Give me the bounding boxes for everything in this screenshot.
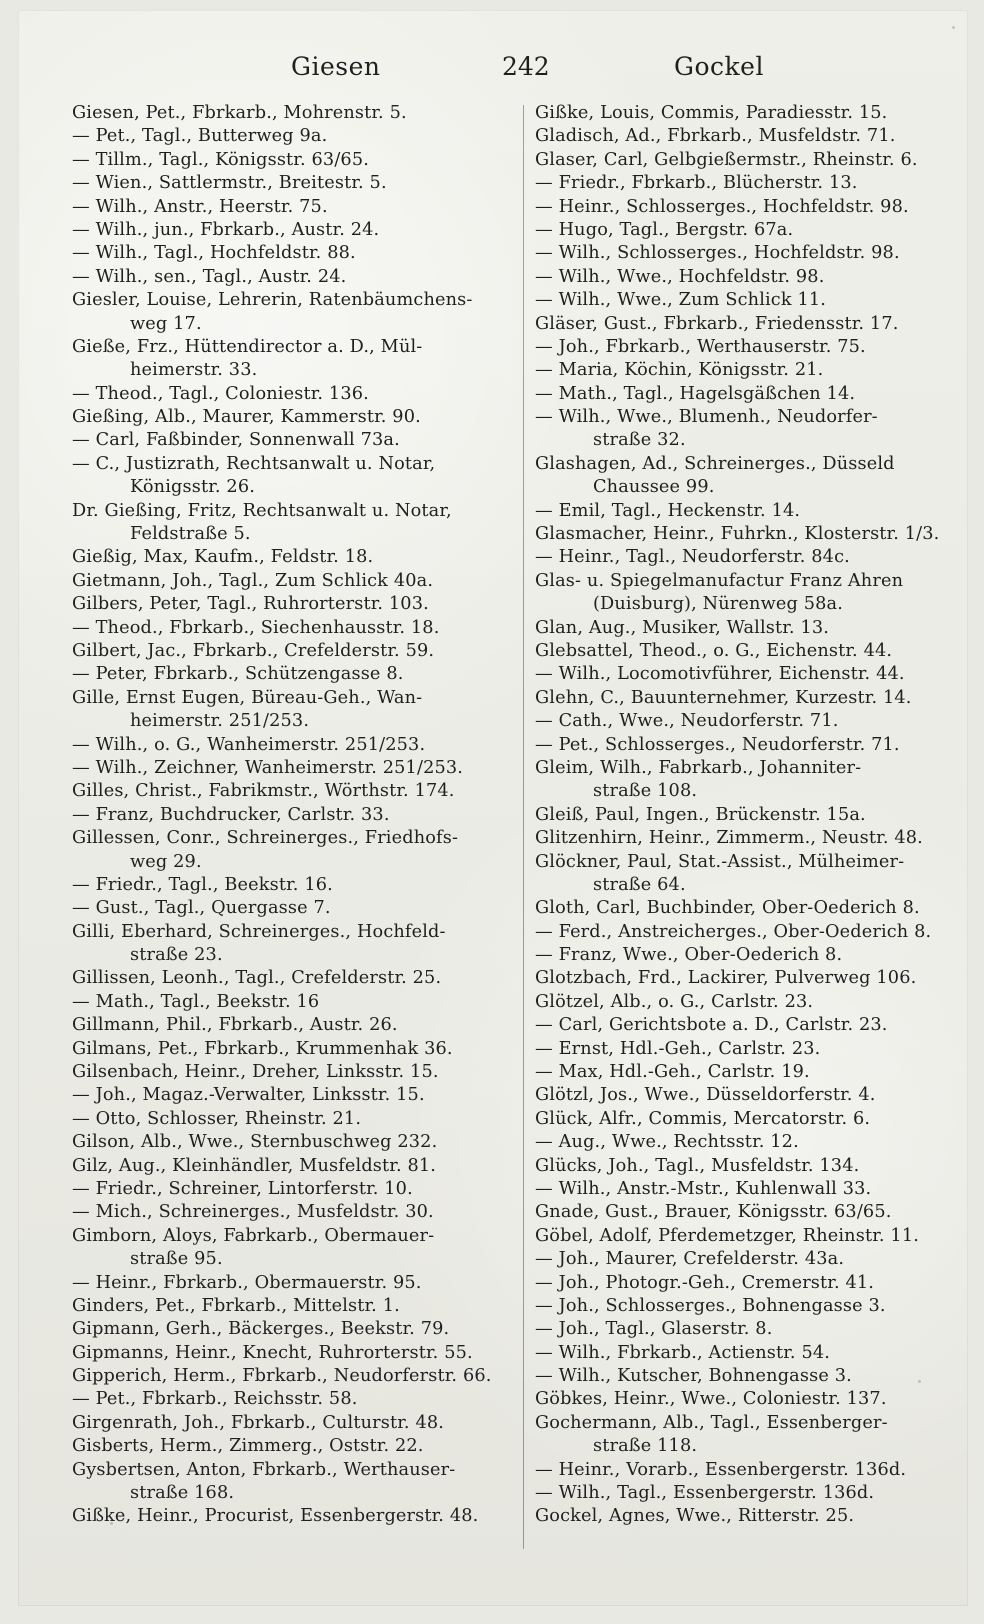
directory-entry-line: — Theod., Fbrkarb., Siechenhausstr. 18.	[72, 617, 440, 638]
directory-entry-line: Gleiß, Paul, Ingen., Brückenstr. 15a.	[535, 804, 866, 825]
directory-entry-line: Gilles, Christ., Fabrikmstr., Wörthstr. 174.	[72, 781, 455, 802]
directory-entry-line: — Joh., Magaz.-Verwalter, Linksstr. 15.	[72, 1085, 425, 1106]
directory-entry-line: Gietmann, Joh., Tagl., Zum Schlick 40a.	[72, 570, 434, 591]
directory-entry-line: heimerstr. 251/253.	[130, 711, 310, 732]
directory-entry-line: — Wilh., Wwe., Zum Schlick 11.	[535, 290, 827, 311]
directory-entry-line: — Pet., Tagl., Butterweg 9a.	[72, 126, 328, 147]
directory-entry-line: straße 95.	[130, 1249, 223, 1270]
directory-entry-line: — Heinr., Fbrkarb., Obermauerstr. 95.	[72, 1272, 422, 1293]
directory-entry-line: — Gust., Tagl., Quergasse 7.	[72, 898, 331, 919]
directory-entry-line: straße 108.	[593, 781, 698, 802]
directory-entry-line: Glöckner, Paul, Stat.-Assist., Mülheimer-	[535, 851, 905, 872]
directory-entry-line: Gißke, Heinr., Procurist, Essenbergerstr. 48.	[72, 1506, 479, 1527]
directory-entry-line: — Friedr., Fbrkarb., Blücherstr. 13.	[535, 173, 858, 194]
scan-speck	[918, 1380, 921, 1383]
left-directory-column	[72, 102, 494, 1529]
directory-entry-line: — Joh., Schlosserges., Bohnengasse 3.	[535, 1295, 886, 1316]
directory-entry-line: straße 168.	[130, 1483, 235, 1504]
directory-entry-line: — Heinr., Vorarb., Essenbergerstr. 136d.	[535, 1459, 907, 1480]
directory-entry-line: heimerstr. 33.	[130, 360, 258, 381]
directory-entry-line: Feldstraße 5.	[130, 524, 251, 545]
directory-entry-line: Glashagen, Ad., Schreinerges., Düsseld	[535, 453, 895, 474]
directory-entry-line: — Wilh., Tagl., Essenbergerstr. 136d.	[535, 1483, 875, 1504]
directory-entry-line: weg 29.	[130, 851, 202, 872]
directory-entry-line: Gieße, Frz., Hüttendirector a. D., Mül-	[72, 336, 423, 357]
directory-entry-line: — Wilh., Anstr.-Mstr., Kuhlenwall 33.	[535, 1178, 872, 1199]
directory-entry-line: Gießing, Alb., Maurer, Kammerstr. 90.	[72, 407, 421, 428]
directory-entry-line: — Wien., Sattlermstr., Breitestr. 5.	[72, 173, 387, 194]
directory-entry-line: — Aug., Wwe., Rechtsstr. 12.	[535, 1132, 799, 1153]
directory-entry-line: — Wilh., Anstr., Heerstr. 75.	[72, 196, 328, 217]
directory-entry-line: — Franz, Buchdrucker, Carlstr. 33.	[72, 804, 390, 825]
directory-entry-line: — Joh., Fbrkarb., Werthauserstr. 75.	[535, 336, 866, 357]
directory-entry-line: — Math., Tagl., Hagelsgäßchen 14.	[535, 383, 856, 404]
directory-entry-line: — Pet., Schlosserges., Neudorferstr. 71.	[535, 734, 900, 755]
directory-entry-line: Gißke, Louis, Commis, Paradiesstr. 15.	[535, 103, 888, 123]
directory-entry-line: Glas- u. Spiegelmanufactur Franz Ahren	[535, 570, 904, 591]
directory-entry-line: — Friedr., Schreiner, Lintorferstr. 10.	[72, 1178, 413, 1199]
right-directory-column	[535, 102, 957, 1529]
directory-entry-line: Gisberts, Herm., Zimmerg., Oststr. 22.	[72, 1436, 424, 1457]
directory-entry-line: Gnade, Gust., Brauer, Königsstr. 63/65.	[535, 1202, 892, 1223]
directory-entry-line: Girgenrath, Joh., Fbrkarb., Culturstr. 48.	[72, 1412, 445, 1433]
directory-entry-line: Gläser, Gust., Fbrkarb., Friedensstr. 17.	[535, 313, 899, 334]
column-divider	[523, 105, 524, 1549]
directory-entry-line: Glehn, C., Bauunternehmer, Kurzestr. 14.	[535, 687, 912, 708]
directory-entry-line: — Hugo, Tagl., Bergstr. 67a.	[535, 219, 794, 240]
directory-entry-line: — Heinr., Schlosserges., Hochfeldstr. 98.	[535, 196, 909, 217]
directory-entry-line: — Tillm., Tagl., Königsstr. 63/65.	[72, 149, 370, 170]
directory-entry-line: Ginders, Pet., Fbrkarb., Mittelstr. 1.	[72, 1295, 400, 1316]
directory-entry-line: Glan, Aug., Musiker, Wallstr. 13.	[535, 617, 830, 638]
directory-entry-line: — Wilh., Zeichner, Wanheimerstr. 251/253.	[72, 757, 464, 778]
directory-entry-line: — Wilh., Wwe., Hochfeldstr. 98.	[535, 266, 825, 287]
directory-entry-line: Gilz, Aug., Kleinhändler, Musfeldstr. 81.	[72, 1155, 437, 1176]
directory-entry-line: — Otto, Schlosser, Rheinstr. 21.	[72, 1108, 362, 1129]
directory-entry-line: Glotzbach, Frd., Lackirer, Pulverweg 106.	[535, 968, 917, 989]
directory-entry-line: — Maria, Köchin, Königsstr. 21.	[535, 360, 824, 381]
directory-entry-line: Gloth, Carl, Buchbinder, Ober-Oederich 8.	[535, 898, 920, 919]
header-right-keyword: Gockel	[674, 52, 764, 81]
directory-entry-line: Gleim, Wilh., Fabrkarb., Johanniter-	[535, 757, 862, 778]
directory-entry-line: — Wilh., o. G., Wanheimerstr. 251/253.	[72, 734, 426, 755]
directory-entry-line: — Theod., Tagl., Coloniestr. 136.	[72, 383, 369, 404]
directory-entry-line: Gillessen, Conr., Schreinerges., Friedhofs-	[72, 828, 459, 849]
directory-entry-line: Gillmann, Phil., Fbrkarb., Austr. 26.	[72, 1015, 398, 1036]
directory-entry-line: Glötzl, Jos., Wwe., Düsseldorferstr. 4.	[535, 1085, 876, 1106]
directory-entry-line: weg 17.	[130, 313, 202, 334]
directory-entry-line: — Cath., Wwe., Neudorferstr. 71.	[535, 711, 839, 732]
directory-entry-line: — Mich., Schreinerges., Musfeldstr. 30.	[72, 1202, 434, 1223]
directory-entry-line: — Wilh., Locomotivführer, Eichenstr. 44.	[535, 664, 905, 685]
directory-entry-line: Giesler, Louise, Lehrerin, Ratenbäumchens-	[72, 290, 473, 311]
directory-entry-line: Gochermann, Alb., Tagl., Essenberger-	[535, 1412, 888, 1433]
directory-entry-line: Gillissen, Leonh., Tagl., Crefelderstr. 25.	[72, 968, 442, 989]
directory-entry-line: Glasmacher, Heinr., Fuhrkn., Klosterstr. 1/3.	[535, 524, 940, 545]
directory-entry-line: — Pet., Fbrkarb., Reichsstr. 58.	[72, 1389, 358, 1410]
directory-entry-line: Gladisch, Ad., Fbrkarb., Musfeldstr. 71.	[535, 126, 896, 147]
directory-entry-line: Glück, Alfr., Commis, Mercatorstr. 6.	[535, 1108, 871, 1129]
directory-entry-line: — Wilh., Fbrkarb., Actienstr. 54.	[535, 1342, 831, 1363]
directory-entry-line: — Franz, Wwe., Ober-Oederich 8.	[535, 945, 843, 966]
directory-entry-line: Gilmans, Pet., Fbrkarb., Krummenhak 36.	[72, 1038, 453, 1059]
page-header	[73, 44, 943, 80]
directory-entry-line: — Max, Hdl.-Geh., Carlstr. 19.	[535, 1062, 810, 1083]
directory-entry-line: — Heinr., Tagl., Neudorferstr. 84c.	[535, 547, 850, 568]
directory-entry-line: — Wilh., jun., Fbrkarb., Austr. 24.	[72, 219, 380, 240]
directory-entry-line: — Ferd., Anstreicherges., Ober-Oederich 8.	[535, 921, 932, 942]
directory-entry-line: Gipmanns, Heinr., Knecht, Ruhrorterstr. 55.	[72, 1342, 473, 1363]
directory-page	[18, 10, 968, 1606]
directory-entry-line: Gilson, Alb., Wwe., Sternbuschweg 232.	[72, 1132, 438, 1153]
directory-entry-line: — Wilh., sen., Tagl., Austr. 24.	[72, 266, 347, 287]
directory-entry-line: Gilsenbach, Heinr., Dreher, Linksstr. 15.	[72, 1062, 439, 1083]
directory-entry-line: Gilli, Eberhard, Schreinerges., Hochfeld-	[72, 921, 446, 942]
directory-entry-line: — Carl, Gerichtsbote a. D., Carlstr. 23.	[535, 1015, 888, 1036]
directory-entry-line: straße 64.	[593, 874, 686, 895]
directory-entry-line: Glötzel, Alb., o. G., Carlstr. 23.	[535, 991, 814, 1012]
header-left-keyword: Giesen	[291, 52, 381, 81]
directory-entry-line: — Wilh., Tagl., Hochfeldstr. 88.	[72, 243, 356, 264]
directory-entry-line: — Emil, Tagl., Heckenstr. 14.	[535, 500, 801, 521]
directory-entry-line: Chaussee 99.	[593, 477, 715, 498]
directory-entry-line: — Peter, Fbrkarb., Schützengasse 8.	[72, 664, 404, 685]
directory-entry-line: straße 23.	[130, 945, 223, 966]
directory-entry-line: — Ernst, Hdl.-Geh., Carlstr. 23.	[535, 1038, 821, 1059]
directory-entry-line: — Wilh., Wwe., Blumenh., Neudorfer-	[535, 407, 878, 428]
directory-entry-line: Gysbertsen, Anton, Fbrkarb., Werthauser-	[72, 1459, 456, 1480]
directory-entry-line: Giesen, Pet., Fbrkarb., Mohrenstr. 5.	[72, 103, 407, 123]
directory-entry-line: straße 118.	[593, 1436, 698, 1457]
directory-entry-line: — Carl, Faßbinder, Sonnenwall 73a.	[72, 430, 400, 451]
directory-entry-line: Göbkes, Heinr., Wwe., Coloniestr. 137.	[535, 1389, 887, 1410]
directory-entry-line: Königsstr. 26.	[130, 477, 256, 498]
directory-entry-line: straße 32.	[593, 430, 686, 451]
directory-entry-line: Glücks, Joh., Tagl., Musfeldstr. 134.	[535, 1155, 860, 1176]
directory-entry-line: Glaser, Carl, Gelbgießermstr., Rheinstr. 6.	[535, 149, 918, 170]
directory-entry-line: — Wilh., Schlosserges., Hochfeldstr. 98.	[535, 243, 900, 264]
directory-entry-line: Glebsattel, Theod., o. G., Eichenstr. 44.	[535, 640, 893, 661]
directory-entry-line: Gilbert, Jac., Fbrkarb., Crefelderstr. 59.	[72, 640, 435, 661]
page-number: 242	[502, 52, 550, 81]
directory-entry-line: Gimborn, Aloys, Fabrkarb., Obermauer-	[72, 1225, 435, 1246]
directory-entry-line: Gipmann, Gerh., Bäckerges., Beekstr. 79.	[72, 1319, 450, 1340]
directory-entry-line: Glitzenhirn, Heinr., Zimmerm., Neustr. 48.	[535, 828, 923, 849]
directory-entry-line: Göbel, Adolf, Pferdemetzger, Rheinstr. 11.	[535, 1225, 919, 1246]
directory-entry-line: (Duisburg), Nürenweg 58a.	[593, 594, 844, 615]
directory-entry-line: Gille, Ernst Eugen, Büreau-Geh., Wan-	[72, 687, 423, 708]
directory-entry-line: Gockel, Agnes, Wwe., Ritterstr. 25.	[535, 1506, 855, 1527]
directory-entry-line: Dr. Gießing, Fritz, Rechtsanwalt u. Notar,	[72, 500, 452, 521]
directory-entry-line: — C., Justizrath, Rechtsanwalt u. Notar,	[72, 453, 436, 474]
scan-speck	[952, 26, 955, 29]
directory-entry-line: Gießig, Max, Kaufm., Feldstr. 18.	[72, 547, 374, 568]
directory-entry-line: — Joh., Maurer, Crefelderstr. 43a.	[535, 1249, 845, 1270]
directory-entry-line: — Joh., Tagl., Glaserstr. 8.	[535, 1319, 773, 1340]
scan-speck	[110, 1522, 113, 1525]
directory-entry-line: — Friedr., Tagl., Beekstr. 16.	[72, 874, 333, 895]
directory-entry-line: — Math., Tagl., Beekstr. 16	[72, 991, 320, 1012]
directory-entry-line: Gilbers, Peter, Tagl., Ruhrorterstr. 103.	[72, 594, 429, 615]
directory-entry-line: — Joh., Photogr.-Geh., Cremerstr. 41.	[535, 1272, 875, 1293]
directory-entry-line: Gipperich, Herm., Fbrkarb., Neudorferstr. 66.	[72, 1366, 492, 1387]
directory-entry-line: — Wilh., Kutscher, Bohnengasse 3.	[535, 1366, 852, 1387]
